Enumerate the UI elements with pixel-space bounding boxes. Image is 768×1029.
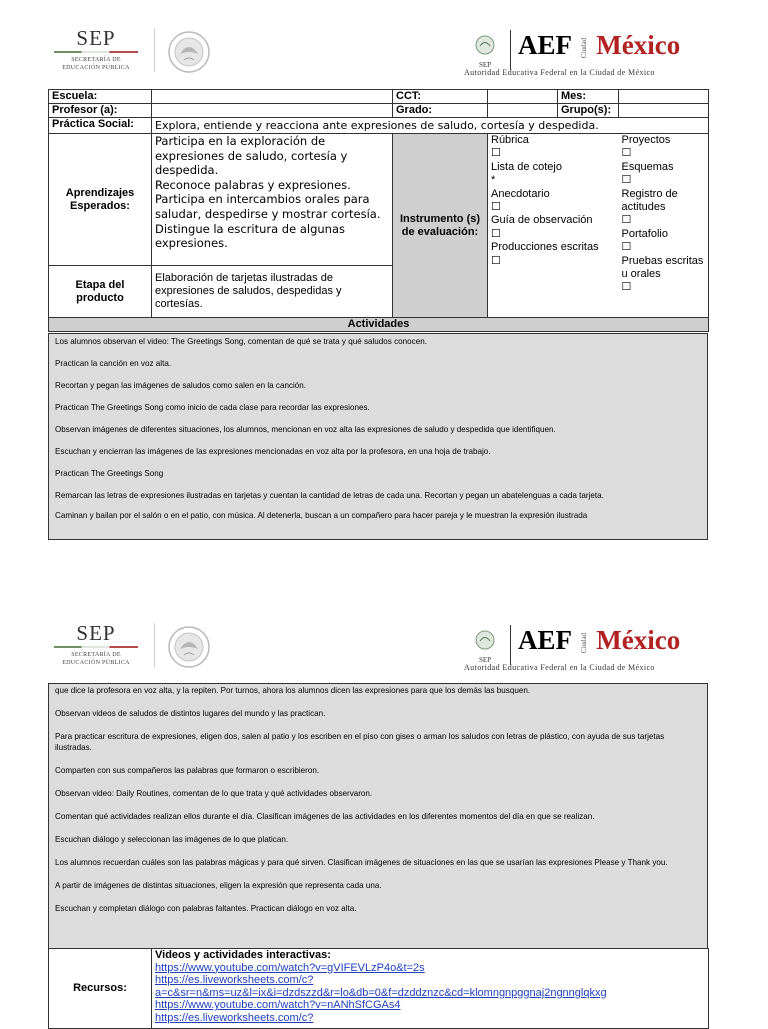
instrumento-guia-observacion: Guía de observación (491, 214, 593, 227)
aprendizaje-item: Participa en intercambios orales para saludar, despedirse y mostrar cortesía. (155, 192, 381, 221)
aef-subtitle: Autoridad Educativa Federal en la Ciudad de México (464, 663, 655, 672)
instrumento-rubrica: Rúbrica (491, 134, 529, 146)
grupo-value[interactable] (619, 104, 709, 118)
activity-item: Remarcan las letras de expresiones ilustradas en tarjetas y cuentan la cantidad de letras de cada una. Recortan y pegan un abatelenguas a cada tarjeta. (55, 491, 604, 500)
aef-text: AEF (518, 30, 572, 60)
instrumento-anecdotario: Anecdotario (491, 187, 550, 200)
aef-seal-icon (474, 34, 496, 56)
aef-divider (510, 625, 511, 665)
instrumento-portafolio: Portafolio (621, 227, 668, 240)
sep-logo-sub1: SECRETARÍA DE (71, 652, 121, 658)
activity-item: Observan imágenes de diferentes situaciones, los alumnos, mencionan en voz alta las expresiones de saludo y despedida que identifiquen. (55, 425, 556, 434)
aprendizaje-item: Reconoce palabras y expresiones. (155, 177, 351, 192)
esquemas-checkbox[interactable]: ☐ (621, 174, 632, 187)
aef-seal-icon (474, 629, 496, 651)
instrumento-lista-cotejo: Lista de cotejo (491, 160, 562, 173)
activity-item: que dice la profesora en voz alta, y la repiten. Por turnos, ahora los alumnos dicen las expresiones para que los demás las busquen. (55, 686, 531, 695)
activity-item: Comparten con sus compañeros las palabras que formaron o escribieron. (55, 766, 320, 775)
etapa-producto-value: Elaboración de tarjetas ilustradas de expresiones de saludos, despedidas y cortesías. (152, 266, 393, 318)
aef-seal-label: SEP (478, 656, 492, 664)
activities-list-page1 (48, 333, 708, 540)
practica-social-label: Práctica Social: (49, 118, 152, 134)
sep-logo (48, 26, 144, 72)
mexico-seal-icon (162, 625, 216, 669)
mes-value[interactable] (619, 90, 709, 104)
rubrica-checkbox[interactable]: ☐ (491, 147, 501, 160)
activity-item: Escuchan diálogo y seleccionan las imágenes de lo que platican. (55, 835, 289, 844)
page1-header (0, 20, 768, 80)
sep-logo (48, 621, 144, 667)
activity-item: Practican The Greetings Song (55, 469, 164, 478)
activities-list-page2 (48, 683, 708, 949)
sep-logo-title: SEP (76, 621, 116, 645)
grupo-label: Grupo(s): (558, 104, 619, 118)
recursos-value (152, 949, 709, 1029)
guia-observacion-checkbox[interactable]: ☐ (491, 227, 501, 240)
resource-link[interactable]: https://es.liveworksheets.com/c? (155, 974, 314, 987)
pruebas-escritas-checkbox[interactable]: ☐ (621, 281, 632, 294)
aef-mexico: México (596, 625, 681, 655)
planning-form-table (48, 89, 709, 332)
header-divider (154, 28, 155, 72)
escuela-label: Escuela: (49, 90, 152, 104)
resource-link[interactable]: https://es.liveworksheets.com/c? (155, 1011, 314, 1024)
activity-item: Practican The Greetings Song como inicio de cada clase para recordar las expresiones. (55, 403, 370, 412)
recursos-label: Recursos: (49, 949, 152, 1029)
activity-item: Los alumnos observan el video: The Greetings Song, comentan de qué se trata y qué saludos conocen. (55, 337, 427, 346)
cct-label: CCT: (393, 90, 488, 104)
sep-logo-sub2: EDUCACIÓN PÚBLICA (62, 660, 130, 666)
aprendizajes-value (152, 134, 393, 266)
activity-item: Comentan qué actividades realizan ellos durante el día. Clasifican imágenes de las actividades en los diferentes momentos del día en que se realizan. (55, 812, 595, 821)
mexico-seal-icon (162, 30, 216, 74)
activity-item: Los alumnos recuerdan cuáles son las palabras mágicas y para qué sirven. Clasifican imágenes de situaciones en las que se usarían las expresiones Please y Thank you. (55, 858, 668, 867)
instrumentos-left (488, 134, 619, 318)
cct-value[interactable] (488, 90, 558, 104)
recursos-table (48, 948, 709, 1029)
activity-item: Escuchan y encierran las imágenes de las expresiones mencionadas en voz alta por la profesora, en una hoja de trabajo. (55, 447, 491, 456)
sep-logo-bar (54, 646, 138, 648)
aef-seal-label: SEP (478, 61, 492, 69)
activity-item: Escuchan y completan diálogo con palabras faltantes. Practican diálogo en voz alta. (55, 904, 357, 913)
practica-social-value: Explora, entiende y reacciona ante expresiones de saludo, cortesía y despedida. (152, 118, 709, 134)
profesor-label: Profesor (a): (49, 104, 152, 118)
etapa-producto-label: Etapa del producto (49, 266, 152, 318)
anecdotario-checkbox[interactable]: ☐ (491, 201, 501, 214)
aprendizaje-item: Distingue la escritura de algunas expresiones. (155, 221, 345, 251)
aprendizaje-item: Participa en la exploración de expresiones de saludo, cortesía y despedida. (155, 134, 348, 178)
page2-header (0, 615, 768, 675)
grado-value[interactable] (488, 104, 558, 118)
activity-item: Observan video: Daily Routines, comentan de lo que trata y qué actividades observaron. (55, 789, 373, 798)
sep-logo-sub2: EDUCACIÓN PÚBLICA (62, 65, 130, 71)
instrumentos-right (619, 134, 709, 318)
sep-logo-title: SEP (76, 26, 116, 50)
sep-logo-sub1: SECRETARÍA DE (71, 57, 121, 63)
activity-item: A partir de imágenes de distintas situaciones, eligen la expresión que representa cada una. (55, 881, 382, 890)
activity-item: Para practicar escritura de expresiones, eligen dos, salen al patio y los escriben en el piso con gises o arman los saludos con letras de plástico, con ayuda de sus tarjetas ilustradas. (55, 732, 665, 752)
activity-item: Observan videos de saludos de distintos lugares del mundo y las practican. (55, 709, 326, 718)
instrumento-registro-actitudes: Registro de actitudes (621, 187, 678, 214)
aef-ciudad: Ciudad (580, 37, 589, 58)
actividades-header: Actividades (49, 318, 709, 332)
profesor-value[interactable] (152, 104, 393, 118)
mes-label: Mes: (558, 90, 619, 104)
aef-mexico: México (596, 30, 681, 60)
aef-subtitle: Autoridad Educativa Federal en la Ciudad de México (464, 68, 655, 77)
producciones-escritas-checkbox[interactable]: ☐ (491, 254, 501, 267)
proyectos-checkbox[interactable]: ☐ (621, 147, 632, 160)
activity-item: Practican la canción en voz alta. (55, 359, 172, 368)
aef-text: AEF (518, 625, 572, 655)
activity-item: Caminan y bailan por el salón o en el patio, con música. Al detenerla, buscan a un compañero para hacer pareja y le muestran la expresión ilustrada (55, 511, 588, 520)
grado-label: Grado: (393, 104, 488, 118)
aef-logo (518, 625, 680, 656)
lista-cotejo-mark[interactable]: * (491, 174, 496, 187)
instrumento-proyectos: Proyectos (621, 134, 671, 146)
aef-divider (510, 30, 511, 70)
resource-link[interactable]: https://www.youtube.com/watch?v=gVIFEVLzP4o&t=2s (155, 961, 425, 974)
activity-item: Recortan y pegan las imágenes de saludos como salen en la canción. (55, 381, 307, 390)
resource-link[interactable]: a=c&sr=n&ms=uz&l=ix&i=dzdszzd&r=lo&db=0&f=dzddznzc&cd=klomngnpggnaj2ngnnglqkxg (155, 986, 607, 999)
recursos-heading: Videos y actividades interactivas: (155, 949, 331, 961)
instrumento-pruebas-escritas: Pruebas escritas u orales (621, 254, 704, 281)
aprendizajes-label: Aprendizajes Esperados: (49, 134, 152, 266)
instrumento-producciones-escritas: Producciones escritas (491, 241, 599, 254)
header-divider (154, 623, 155, 667)
instrumento-label: Instrumento (s) de evaluación: (393, 134, 488, 318)
registro-actitudes-checkbox[interactable]: ☐ (621, 214, 632, 227)
portafolio-checkbox[interactable]: ☐ (621, 241, 632, 254)
resource-link[interactable]: https://www.youtube.com/watch?v=nANhSfCGAs4 (155, 999, 401, 1012)
instrumento-esquemas: Esquemas (621, 160, 674, 173)
escuela-value[interactable] (152, 90, 393, 104)
aef-ciudad: Ciudad (580, 632, 589, 653)
aef-logo (518, 30, 680, 61)
sep-logo-bar (54, 51, 138, 53)
